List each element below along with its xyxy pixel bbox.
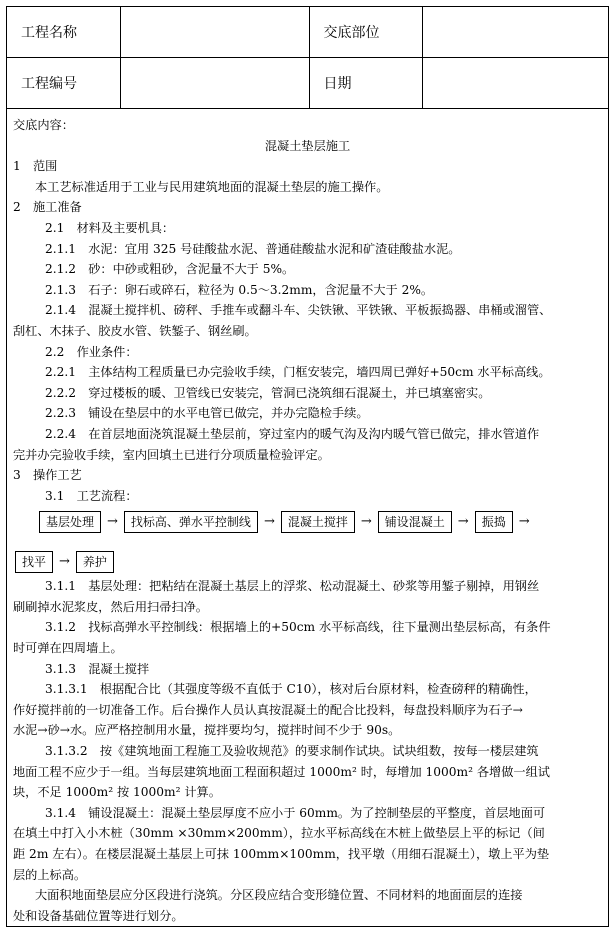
text-line: 在填土中打入小木桩（30mm ×30mm×200mm），拉水平标高线在木桩上做垫层上平的标记（间 [13,826,545,841]
text-line: 2.2.2 穿过楼板的暖、卫管线已安装完，管洞已浇筑细石混凝土，并已填塞密实。 [45,385,491,400]
arrow-right-icon: → [59,553,70,569]
project-name-label: 工程名称 [7,7,120,58]
project-number-label: 工程编号 [7,58,120,109]
handover-location-field[interactable] [422,7,608,58]
text-line: 时可弹在四周墙上。 [13,641,123,656]
flow-step: 养护 [76,551,114,573]
header-table [7,7,608,109]
date-label: 日期 [309,58,422,109]
text-line: 3.1.2 找标高弹水平控制线：根据墙上的+50cm 水平标高线，往下量测出垫层标高，有条件 [45,620,551,635]
text-line: 2.2.4 在首层地面浇筑混凝土垫层前，穿过室内的暖气沟及沟内暖气管已做完，排水管道作 [45,426,540,441]
text-line: 刮杠、木抹子、胶皮水管、铁錾子、钢丝刷。 [13,323,257,338]
arrow-right-icon: → [457,513,469,529]
text-line: 3 操作工艺 [13,468,82,483]
handover-content [7,109,608,926]
text-line: 距 2m 左右）。在楼层混凝土基层上可抹 100mm×100mm，找平墩（用细石混凝土），墩上平为垫 [13,847,550,861]
text-line: 块，不足 1000m² 按 1000m² 计算。 [13,785,221,800]
date-field[interactable] [422,58,608,109]
text-line: 3.1.3 混凝土搅拌 [45,661,150,676]
flow-step: 混凝土搅拌 [281,511,355,533]
text-line: 2.1.1 水泥：宜用 325 号硅酸盐水泥、普通硅酸盐水泥和矿渣硅酸盐水泥。 [45,241,461,256]
handover-document [6,6,609,927]
text-line: 2 施工准备 [13,200,82,215]
text-line: 3.1.4 铺设混凝土：混凝土垫层厚度不应小于 60mm。为了控制垫层的平整度，首层地面可 [45,805,546,820]
content-intro: 交底内容： [13,118,74,132]
project-number-field[interactable] [120,58,309,109]
text-line: 大面积地面垫层应分区段进行浇筑。分区段应结合变形缝位置、不同材料的地面面层的连接 [35,888,523,903]
text-line: 水泥→砂→水。应严格控制用水量，搅拌要均匀，搅拌时间不少于 90s。 [13,723,401,738]
text-line: 3.1.3.1 根据配合比（其强度等级不直低于 C10），核对后台原材料，检查磅秤的精确性， [45,682,537,697]
arrow-right-icon: → [263,513,275,529]
text-line: 3.1 工艺流程： [45,488,138,503]
text-line: 2.2 作业条件： [45,344,138,359]
flow-step: 铺设混凝土 [378,511,452,533]
text-line: 本工艺标准适用于工业与民用建筑地面的混凝土垫层的施工操作。 [35,179,389,194]
process-flow-row-1 [39,508,602,536]
text-line: 2.2.3 铺设在垫层中的水平电管已做完，并办完隐检手续。 [45,406,369,421]
text-line: 2.2.1 主体结构工程质量已办完验收手续，门框安装完，墙四周已弹好+50cm 水平标高线。 [45,365,551,380]
project-name-field[interactable] [120,7,309,58]
text-line: 作好搅拌前的一切准备工作。后台操作人员认真按混凝土的配合比投料，每盘投料顺序为石子→ [13,702,523,717]
text-line: 2.1.4 混凝土搅拌机、磅秤、手推车或翻斗车、尖铁锹、平铁锹、平板振捣器、串桶或溜管、 [45,303,552,318]
flow-step: 振捣 [475,511,513,533]
handover-location-label: 交底部位 [309,7,422,58]
arrow-right-icon: → [360,513,372,529]
text-line: 3.1.3.2 按《建筑地面工程施工及验收规范》的要求制作试块。试块组数，按每一楼层建筑 [45,744,539,759]
text-line: 刷刷掉水泥浆皮，然后用扫帚扫净。 [13,599,208,614]
text-line: 2.1.3 石子：卵石或碎石，粒径为 0.5～3.2mm，含泥量不大于 2%。 [45,282,434,297]
flow-step: 找标高、弹水平控制线 [124,511,258,533]
flow-step: 基层处理 [39,511,101,533]
arrow-right-icon: → [107,513,118,529]
text-line: 处和设备基础位置等进行划分。 [13,908,184,923]
flow-step: 找平 [15,551,53,573]
text-line: 3.1.1 基层处理：把粘结在混凝土基层上的浮浆、松动混凝土、砂浆等用錾子剔掉，用钢丝 [45,579,540,594]
arrow-right-icon: → [518,513,530,529]
text-line: 2.1.2 砂：中砂或粗砂，含泥量不大于 5%。 [45,262,295,277]
text-line: 1 范围 [13,159,58,174]
text-line: 2.1 材料及主要机具： [45,220,175,235]
document-title: 混凝土垫层施工 [264,138,351,153]
process-flow-row-2 [15,550,602,574]
text-line: 层的上标高。 [13,867,87,882]
text-line: 地面工程不应少于一组。当每层建筑地面工程面积超过 1000m² 时，每增加 1000m² 各增做一组试 [13,764,550,779]
text-line: 完并办完验收手续，室内回填土已进行分项质量检验评定。 [13,447,330,462]
